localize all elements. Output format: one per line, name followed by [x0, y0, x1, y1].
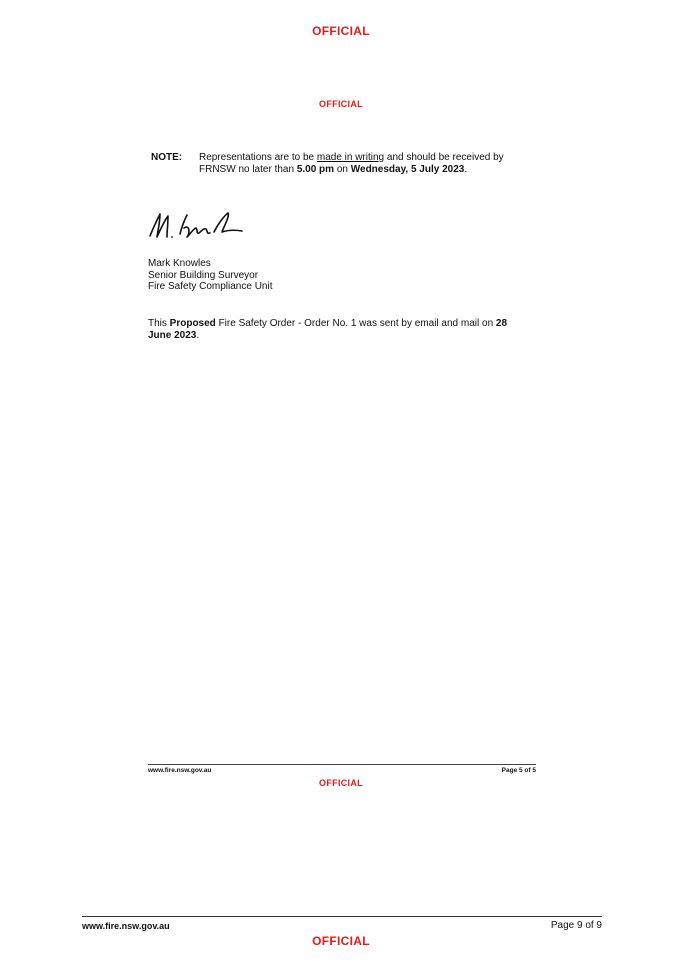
sent-date: 28 June 2023: [148, 318, 508, 341]
note-text: [199, 152, 531, 176]
note-text-part: Representations are to be: [199, 152, 317, 163]
note-deadline-time: 5.00 pm: [296, 164, 335, 175]
signatory-unit: Fire Safety Compliance Unit: [148, 281, 273, 292]
handwritten-signature: [144, 204, 254, 244]
note-text-part: .: [464, 164, 468, 175]
sent-statement: [148, 318, 528, 341]
official-marking-bottom: OFFICIAL: [312, 934, 370, 948]
note-label: NOTE:: [151, 152, 183, 163]
note-block: [151, 152, 531, 176]
note-underlined-text: made in writing: [316, 152, 385, 163]
sent-text-part: This: [148, 318, 170, 329]
official-marking-top: OFFICIAL: [312, 24, 370, 38]
note-text-part: on: [334, 164, 351, 175]
sent-proposed: Proposed: [169, 318, 216, 329]
outer-footer-website: www.fire.nsw.gov.au: [82, 921, 170, 931]
inner-footer-page-number: Page 5 of 5: [501, 767, 536, 774]
signatory-block: [148, 258, 273, 293]
signatory-title: Senior Building Surveyor: [148, 269, 259, 281]
sent-text-part: Fire Safety Order - Order No. 1 was sent by email and mail on: [215, 318, 496, 329]
note-deadline-date: Wednesday, 5 July 2023: [350, 164, 465, 175]
inner-footer-website: www.fire.nsw.gov.au: [148, 767, 212, 774]
outer-footer-page-number: Page 9 of 9: [550, 920, 602, 931]
sent-text-part: .: [196, 329, 200, 341]
note-text-part: and should be received by FRNSW no later than: [199, 152, 504, 175]
outer-footer-divider: [82, 916, 602, 917]
inner-official-marking-bottom: OFFICIAL: [319, 778, 363, 788]
inner-official-marking-top: OFFICIAL: [319, 99, 363, 109]
signatory-name: Mark Knowles: [148, 258, 211, 269]
inner-footer-divider: [148, 764, 536, 765]
